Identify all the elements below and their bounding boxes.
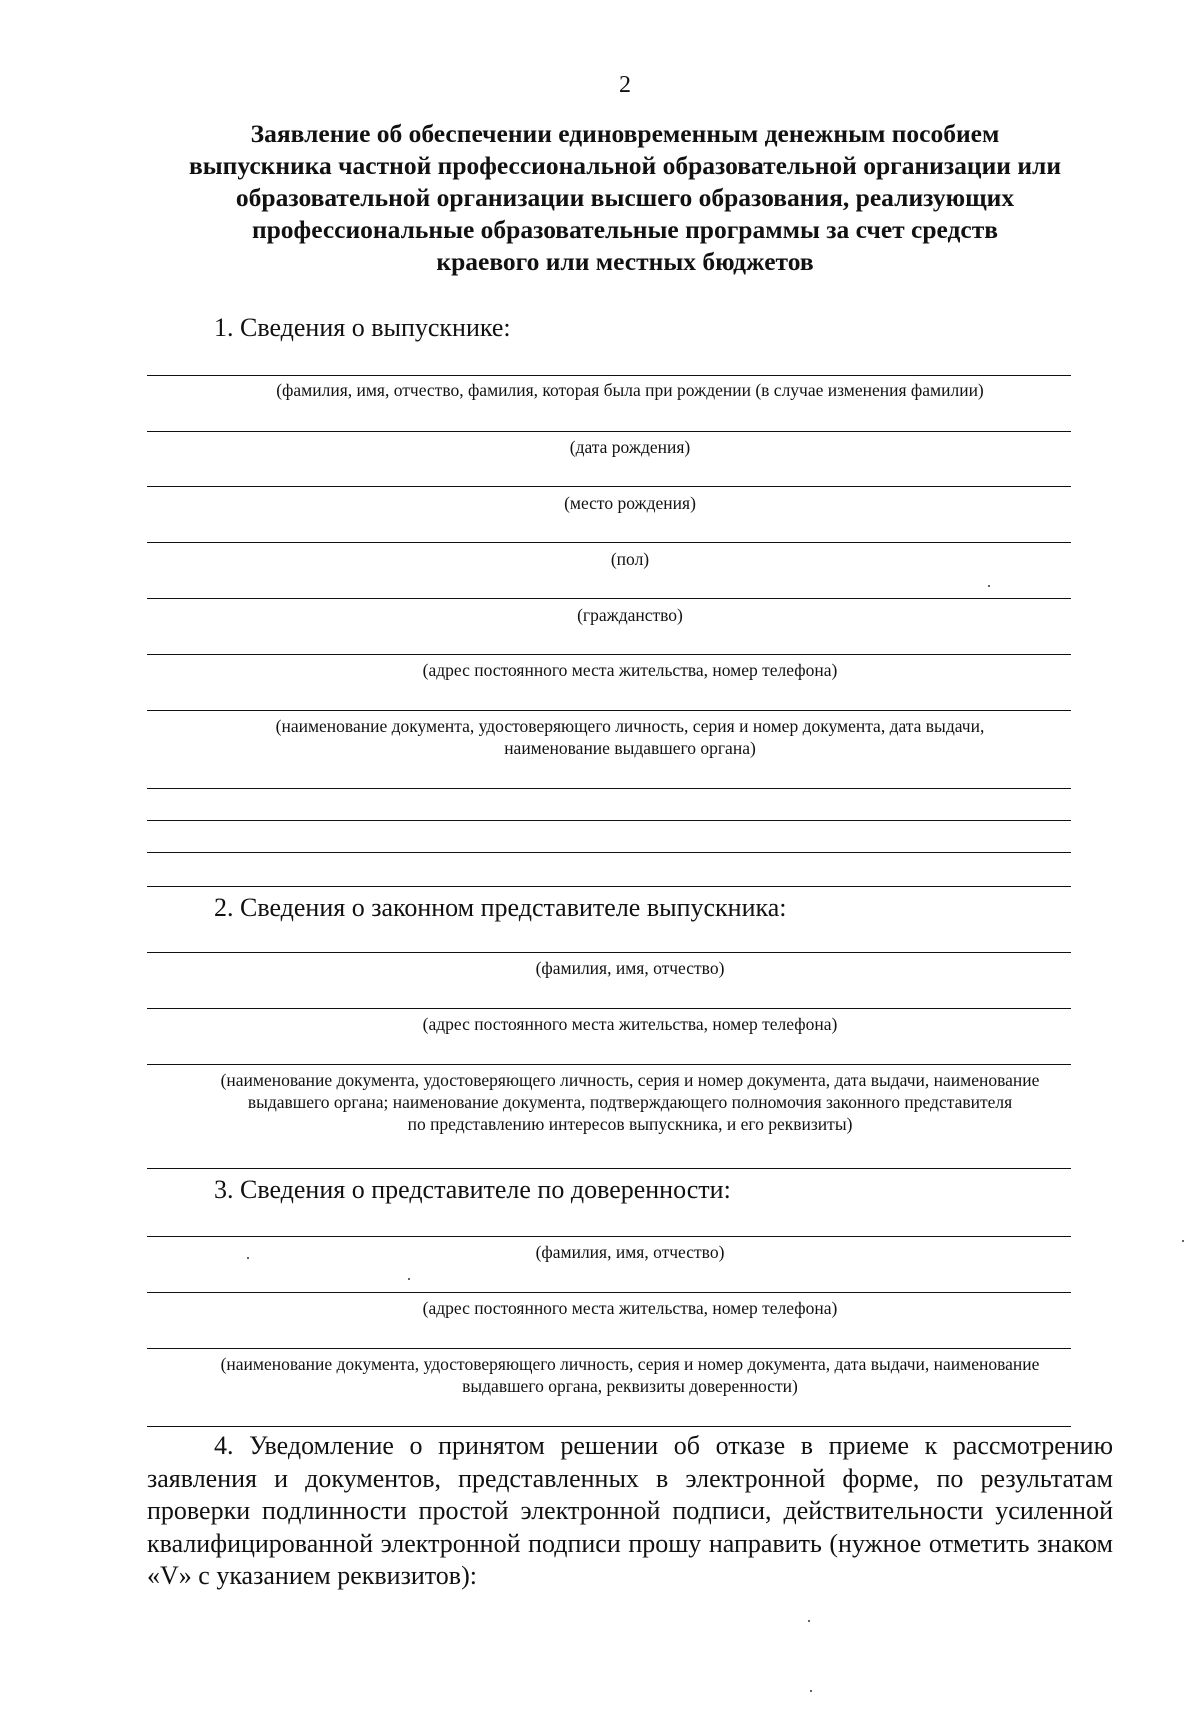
scan-speck [808,1620,810,1622]
legal-rep-address-caption: (адрес постоянного места жительства, номер телефона) [422,1014,838,1034]
graduate-address-field[interactable] [147,654,1071,655]
graduate-address-caption: (адрес постоянного места жительства, номер телефона) [422,660,838,680]
legal-rep-documents-caption [120,1069,1140,1135]
section2-heading: 2. Сведения о законном представителе выпускника: [214,893,787,922]
blank-field-line[interactable] [147,886,1071,887]
blank-field-line[interactable] [147,852,1071,853]
graduate-birth-place-caption: (место рождения) [564,493,696,513]
title-line: краевого или местных бюджетов [436,247,814,276]
scan-speck [408,1278,410,1280]
title-line: Заявление об обеспечении единовременным денежным пособием [250,119,1000,148]
graduate-birth-date-caption: (дата рождения) [569,437,691,457]
proxy-rep-full-name-field[interactable] [147,1236,1071,1237]
caption-line: (наименование документа, удостоверяющего личность, серия и номер документа, дата выдачи, наименование [220,1354,1040,1374]
legal-rep-documents-field[interactable] [147,1064,1071,1065]
graduate-citizenship-field[interactable] [147,598,1071,599]
graduate-sex-caption: (пол) [610,549,650,569]
caption-line: (наименование документа, удостоверяющего личность, серия и номер документа, дата выдачи, наименование [220,1070,1040,1090]
section3-heading: 3. Сведения о представителе по доверенности: [214,1175,731,1204]
proxy-rep-full-name-caption: (фамилия, имя, отчество) [535,1242,725,1262]
proxy-rep-documents-caption [120,1353,1140,1397]
blank-field-line[interactable] [147,1168,1071,1169]
legal-rep-full-name-field[interactable] [147,952,1071,953]
graduate-id-document-caption [140,715,1120,759]
scan-speck [1182,1240,1184,1242]
document-title [140,118,1110,278]
graduate-full-name-field[interactable] [147,375,1071,376]
caption-line: наименование выдавшего органа) [504,738,756,758]
graduate-birth-date-field[interactable] [147,431,1071,432]
legal-rep-address-field[interactable] [147,1008,1071,1009]
blank-field-line[interactable] [147,820,1071,821]
title-line: образовательной организации высшего образования, реализующих [235,183,1015,212]
section1-heading: 1. Сведения о выпускнике: [214,313,511,342]
graduate-citizenship-caption: (гражданство) [577,605,683,625]
graduate-sex-field[interactable] [147,542,1071,543]
scan-speck [988,585,990,587]
caption-line: выдавшего органа; наименование документа, подтверждающего полномочия законного представителя [247,1092,1013,1112]
section4-text: 4. Уведомление о принятом решении об отказе в приеме к рассмотрению заявления и документов, представленных в электронной форме, по результатам проверки подлинности простой электронной подписи, действительности усиленной квалифицированной электронной подписи прошу направить (нужное отметить знаком «V» с указанием реквизитов): [147,1431,1113,1590]
caption-line: по представлению интересов выпускника, и его реквизиты) [407,1114,853,1134]
graduate-birth-place-field[interactable] [147,486,1071,487]
title-line: выпускника частной профессиональной образовательной организации или [188,151,1062,180]
blank-field-line[interactable] [147,788,1071,789]
caption-line: выдавшего органа, реквизиты доверенности) [462,1376,798,1396]
proxy-rep-address-field[interactable] [147,1292,1071,1293]
blank-field-line[interactable] [147,1426,1071,1427]
scan-speck [810,1690,812,1692]
graduate-full-name-caption: (фамилия, имя, отчество, фамилия, которая была при рождении (в случае изменения фамилии) [276,380,984,400]
scan-speck [247,1257,249,1259]
proxy-rep-address-caption: (адрес постоянного места жительства, номер телефона) [422,1298,838,1318]
legal-rep-full-name-caption: (фамилия, имя, отчество) [535,958,725,978]
section4-paragraph [147,1430,1113,1593]
graduate-id-document-field[interactable] [147,710,1071,711]
proxy-rep-documents-field[interactable] [147,1348,1071,1349]
title-line: профессиональные образовательные программы за счет средств [251,215,999,244]
page-number: 2 [619,72,631,98]
caption-line: (наименование документа, удостоверяющего личность, серия и номер документа, дата выдачи, [275,716,985,736]
